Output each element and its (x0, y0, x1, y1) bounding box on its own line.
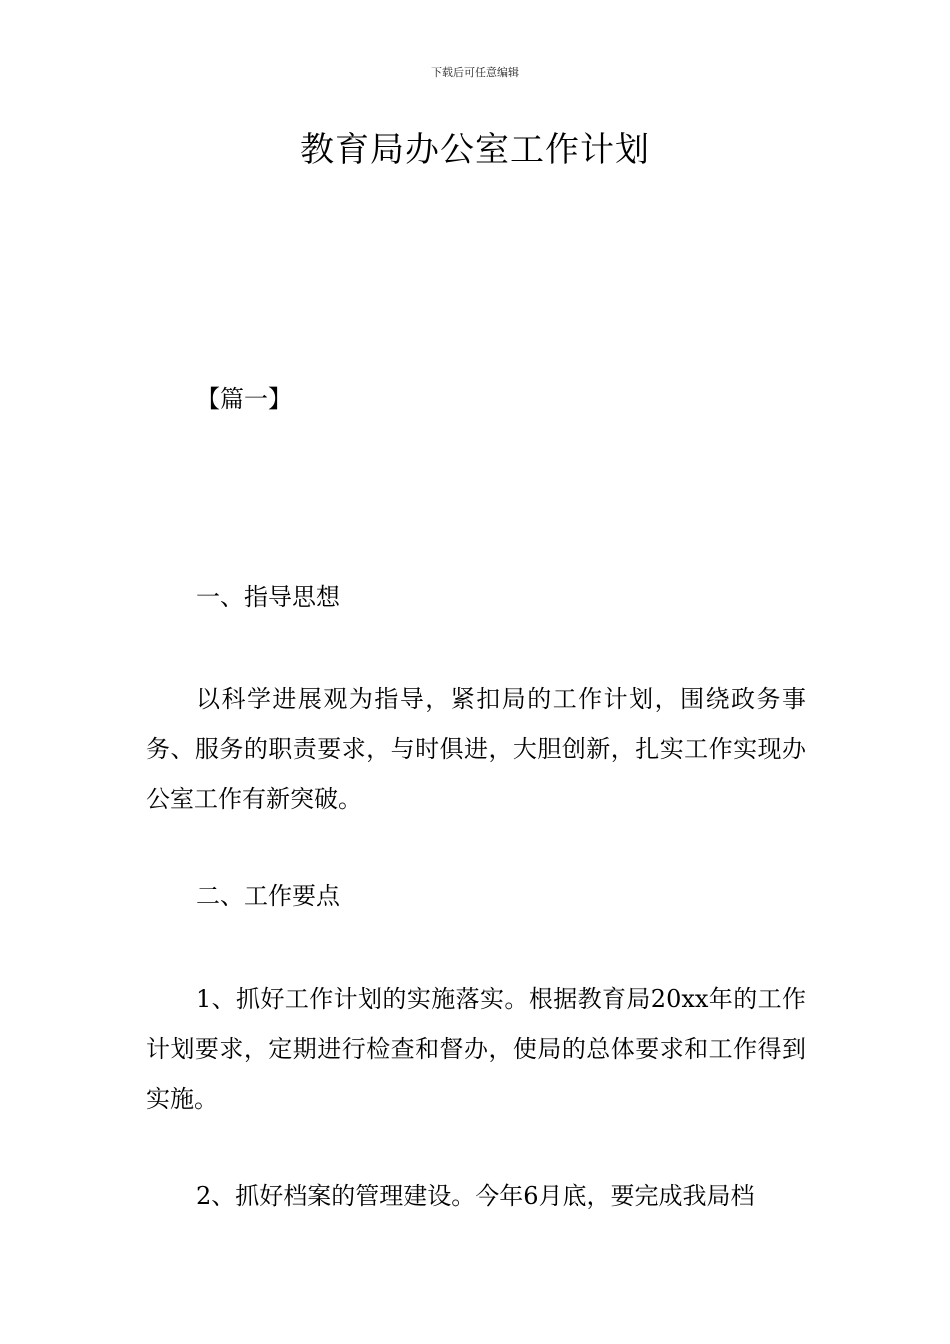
heading-guiding-principle: 一、指导思想 (196, 583, 340, 611)
paragraph-work-point-1: 1、抓好工作计划的实施落实。根据教育局20xx年的工作计划要求，定期进行检查和督办，使局的总体要求和工作得到实施。 (146, 985, 806, 1113)
section-label: 【篇一】 (196, 385, 292, 413)
header-note: 下载后可任意编辑 (431, 66, 519, 79)
paragraph-work-point-2: 2、抓好档案的管理建设。今年6月底，要完成我局档 (196, 1182, 755, 1210)
heading-work-points: 二、工作要点 (196, 882, 340, 910)
document-title: 教育局办公室工作计划 (300, 130, 650, 170)
paragraph-guiding-principle: 以科学进展观为指导，紧扣局的工作计划，围绕政务事务、服务的职责要求，与时俱进，大胆创新，扎实工作实现办公室工作有新突破。 (146, 685, 806, 813)
